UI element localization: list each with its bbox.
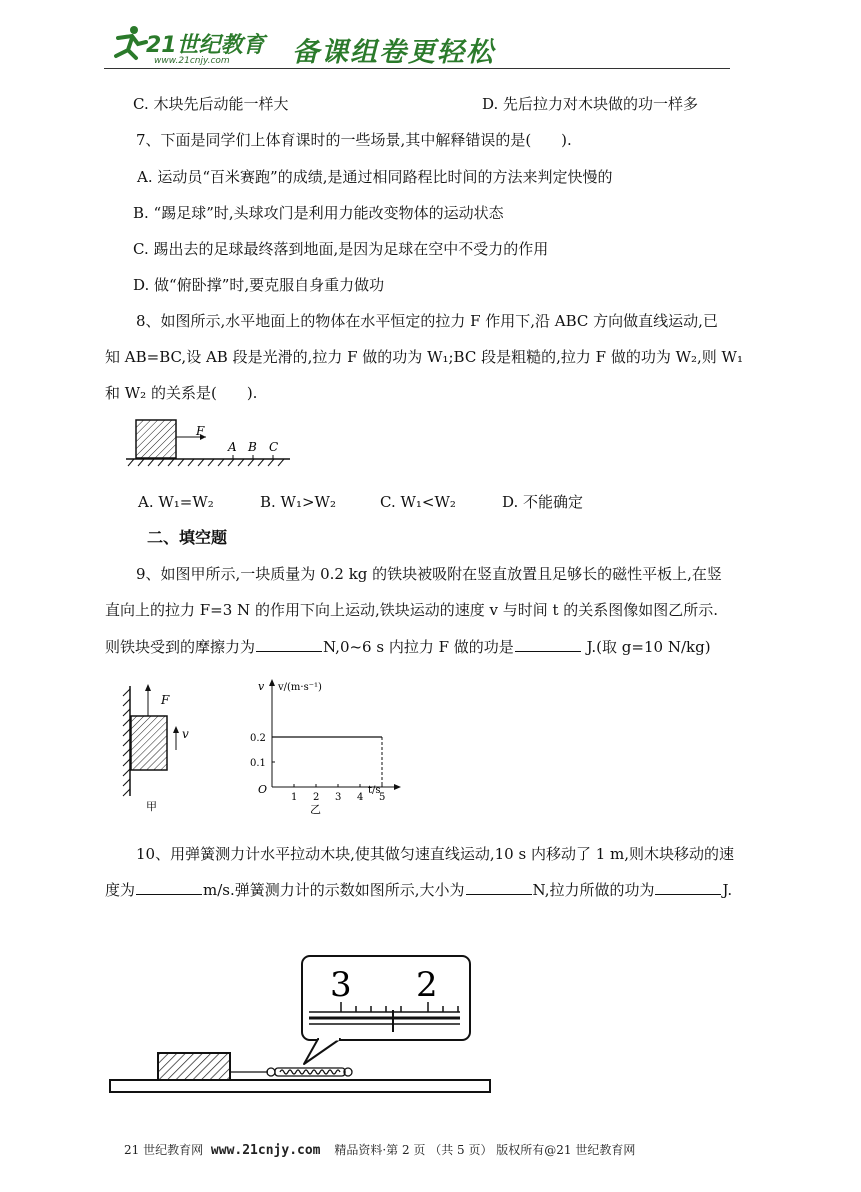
q8-ground-hatch [128, 459, 284, 466]
x-tick-label: 1 [291, 792, 298, 803]
q8-stem-line3: 和 W₂ 的关系是( ). [105, 384, 258, 402]
footer-info: 精品资料·第 2 页 （共 5 页） 版权所有@21 世纪教育网 [334, 1143, 636, 1157]
q10-magnified-callout [302, 956, 470, 1040]
runner-logo-icon [108, 24, 150, 64]
logo-text: 21世纪教育 [146, 33, 265, 58]
q8-figure [120, 415, 300, 471]
x-tick-label: 3 [335, 792, 342, 803]
q7-option-b: B. “踢足球”时,头球攻门是利用力能改变物体的运动状态 [133, 204, 504, 222]
header-rule [104, 68, 730, 69]
chart-caption-yi: 乙 [310, 803, 321, 816]
q8-option-b: B. W₁>W₂ [260, 493, 336, 511]
q8-label-f: F [196, 424, 205, 438]
y-tick-label: 0.2 [250, 733, 266, 744]
q10-blank-force[interactable] [466, 880, 532, 895]
footer-site: 21 世纪教育网 [124, 1143, 204, 1157]
q8-label-c: C [269, 440, 279, 454]
q8-option-c: C. W₁<W₂ [380, 493, 456, 511]
q8-option-d: D. 不能确定 [502, 493, 584, 511]
q9-blank-work[interactable] [515, 637, 581, 652]
scale-number-2: 2 [416, 965, 438, 1005]
y-tick-label: 0.1 [250, 758, 266, 769]
q10-stem-line2: 度为 m/s.弹簧测力计的示数如图所示,大小为 N,拉力所做的功为 J. [105, 881, 733, 899]
q10-spring-scale [267, 1068, 352, 1076]
q8-stem-line1: 8、如图所示,水平地面上的物体在水平恒定的拉力 F 作用下,沿 ABC 方向做直线运动,已 [136, 312, 718, 330]
q8-block [136, 420, 176, 458]
q7-option-d: D. 做“俯卧撑”时,要克服自身重力做功 [133, 276, 385, 294]
page-footer [124, 1141, 635, 1158]
q7-option-a: A. 运动员“百米赛跑”的成绩,是通过相同路程比时间的方法来判定快慢的 [137, 168, 613, 186]
q8-stem-line2: 知 AB=BC,设 AB 段是光滑的,拉力 F 做的功为 W₁;BC 段是粗糙的,拉力 F 做的功为 W₂,则 W₁ [105, 348, 743, 366]
q9-label-v: v [182, 727, 189, 741]
logo-url: www.21cnjy.com [154, 56, 230, 66]
y-axis-label: v/(m·s⁻¹) [278, 682, 322, 693]
y-axis-arrowhead [269, 679, 275, 686]
origin-label: O [258, 783, 268, 796]
q6-option-c: C. 木块先后动能一样大 [133, 95, 289, 113]
q9-figure-jia [118, 678, 198, 814]
q10-spring-scale-figure [108, 952, 498, 1102]
scale-number-3: 3 [330, 965, 352, 1005]
q9-stem-line1: 9、如图甲所示,一块质量为 0.2 kg 的铁块被吸附在竖直放置且足够长的磁性平板上,在竖 [136, 565, 722, 583]
q9-blank-friction[interactable] [256, 637, 322, 652]
q9-stem-line2: 直向上的拉力 F=3 N 的作用下向上运动,铁块运动的速度 v 与时间 t 的关系图像如图乙所示. [105, 601, 719, 619]
x-tick-label: 2 [313, 792, 320, 803]
q8-label-b: B [248, 440, 257, 454]
q10-stem-line1: 10、用弹簧测力计水平拉动木块,使其做匀速直线运动,10 s 内移动了 1 m,则木块移动的速 [136, 845, 735, 863]
q9-wall-hatch [123, 689, 130, 796]
q7-option-c: C. 踢出去的足球最终落到地面,是因为足球在空中不受力的作用 [133, 240, 549, 258]
x-axis-arrowhead [394, 784, 401, 790]
y-axis-var: v [258, 680, 265, 693]
q10-blank-speed[interactable] [136, 880, 202, 895]
q9-velocity-time-chart [248, 675, 408, 825]
q10-wood-block [158, 1053, 230, 1080]
x-tick-label: 5 [379, 792, 386, 803]
page-header [104, 22, 730, 70]
x-axis-label: t/s [368, 785, 381, 796]
q9-iron-block [131, 716, 167, 770]
q9-label-f: F [161, 693, 170, 707]
q8-option-a: A. W₁=W₂ [138, 493, 214, 511]
header-slogan: 备课组卷更轻松 [292, 37, 495, 68]
section-title-fill-in: 二、填空题 [147, 528, 228, 547]
q10-table [110, 1080, 490, 1092]
q9-stem-line3: 则铁块受到的摩擦力为 N,0~6 s 内拉力 F 做的功是 J.(取 g=10 N/kg) [105, 638, 711, 656]
q8-label-a: A [228, 440, 237, 454]
q10-blank-work[interactable] [655, 880, 721, 895]
q7-stem: 7、下面是同学们上体育课时的一些场景,其中解释错误的是( ). [136, 131, 572, 149]
q6-option-d: D. 先后拉力对木块做的功一样多 [482, 95, 699, 113]
q9-caption-jia: 甲 [146, 800, 157, 813]
footer-url[interactable]: www.21cnjy.com [210, 1143, 321, 1158]
x-tick-label: 4 [357, 792, 364, 803]
